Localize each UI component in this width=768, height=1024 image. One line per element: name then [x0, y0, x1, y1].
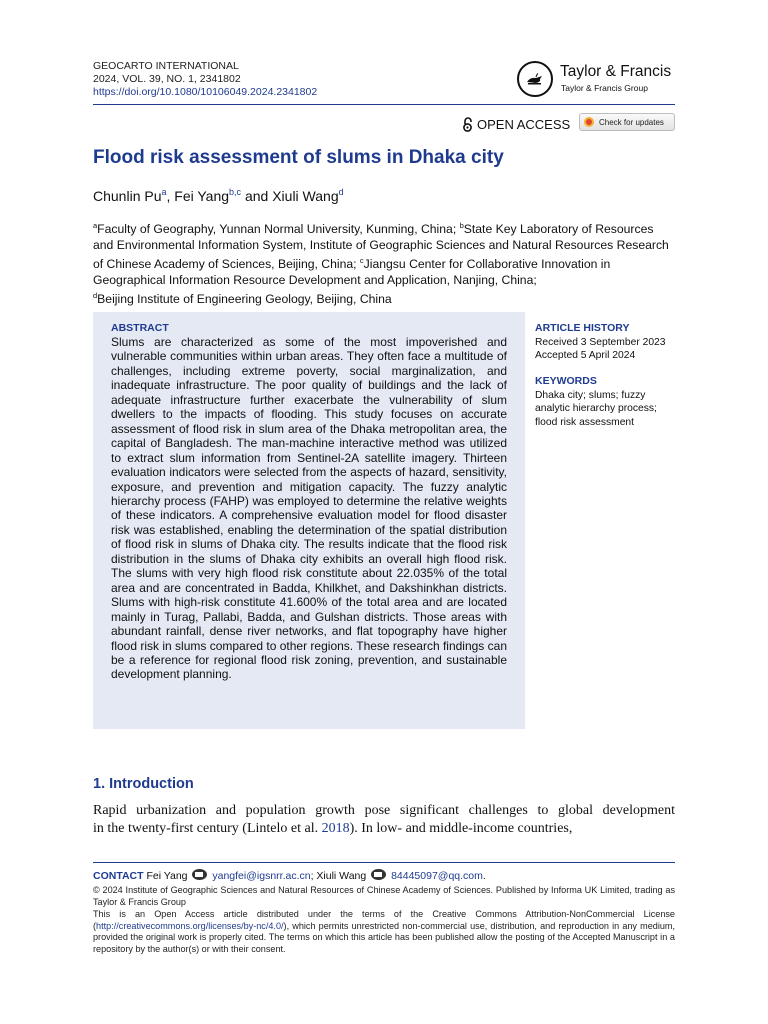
- open-access-label: OPEN ACCESS: [477, 117, 571, 132]
- keywords: [535, 375, 680, 429]
- email-icon: [371, 869, 386, 880]
- author-separator: and: [241, 188, 273, 204]
- author-separator: ,: [166, 188, 175, 204]
- affil-sup: c: [359, 256, 364, 265]
- affil-sup: d: [93, 291, 98, 300]
- footer-rule: [93, 862, 675, 863]
- affil-text: Beijing Institute of Engineering Geology, Beijing, China: [97, 292, 392, 306]
- author-name[interactable]: Xiuli Wang: [272, 188, 339, 204]
- affil-text: Jiangsu Center for Collaborative Innovation in Geographical Information Resource Development and Application, Nanjing, China;: [93, 257, 611, 287]
- author-list: [93, 187, 344, 204]
- author-affil-sup: d: [338, 187, 344, 197]
- article-history: [535, 322, 680, 363]
- article-title: Flood risk assessment of slums in Dhaka city: [93, 147, 504, 168]
- citation-link[interactable]: 2018: [321, 821, 350, 836]
- contact-end: .: [482, 870, 486, 882]
- publisher-logo[interactable]: [517, 60, 677, 100]
- lamp-logo-icon: [517, 61, 553, 97]
- keywords-text: Dhaka city; slums; fuzzy analytic hierarchy process; flood risk assessment: [535, 389, 657, 428]
- publisher-name: Taylor & Francis: [560, 63, 672, 80]
- intro-paragraph: [93, 802, 675, 838]
- copyright-notice: © 2024 Institute of Geographic Sciences and Natural Resources of Chinese Academy of Sciences. Published by Informa UK Limited, trading as Taylor & Francis Group: [93, 885, 675, 907]
- check-for-updates-label: Check for updates: [599, 117, 664, 127]
- open-lock-icon: [462, 117, 473, 132]
- affil-text: Faculty of Geography, Yunnan Normal University, Kunming, China;: [97, 222, 460, 236]
- received-date: Received 3 September 2023: [535, 336, 666, 348]
- affiliations: [93, 218, 673, 308]
- journal-volume: 2024, VOL. 39, NO. 1, 2341802: [93, 73, 241, 85]
- section-heading: 1. Introduction: [93, 776, 194, 792]
- affil-text: State Key Laboratory of Resources and Environmental Information System, Institute of Geographic Sciences and Natural Resources Research of Chinese Academy of Sciences, Beijing, China;: [93, 222, 669, 271]
- article-history-heading: ARTICLE HISTORY: [535, 322, 630, 334]
- contact-line: [93, 869, 486, 882]
- intro-line: Rapid urbanization and population growth pose significant challenges to global development: [93, 803, 675, 818]
- abstract-text: Slums are characterized as some of the most impoverished and vulnerable communities within urban areas. They often face a multitude of challenges, including extreme poverty, social marginalization, and inadequate infrastructure. The poor quality of buildings and the lack of adequate infrastructure further exacerbate the vulnerability of slum dwellers to the impacts of flooding. This study focuses on accurate assessment of flood risk in slum area of the Dhaka metropolitan area, the capital of Bangladesh. The man-machine interactive method was utilized to extract slum information from Sentinel-2A satellite imagery. Thirteen evaluation indicators were selected from the aspects of hazard, sensitivity, exposure, and prevention and mitigation capacity. The fuzzy analytic hierarchy process (FAHP) was employed to determine the relative weights of these indicators. A comprehensive evaluation model for flood disaster risk was established, enabling the determination of the spatial distribution of flood risk in slums of Dhaka city. The results indicate that the flood risk distribution in the slums of Dhaka city exhibits an overall high flood risk. The slums with very high flood risk constitute about 22.035% of the total area and are concentrated in Badda, Khilkhet, and Dakshinkhan districts. Slums with high-risk constitute 41.600% of the total area and are located mainly in Turag, Pallabi, Badda, and Gulshan districts. Those areas with abundant rainfall, dense river networks, and flat topography have higher flood risk in slums compared to other regions. These research findings can be a reference for regional flood risk zoning, prevention, and sustainable development planning.: [111, 335, 507, 682]
- license-text: ), which permits unrestricted non-commercial use, distribution, and reproduction in any medium, provided the original work is properly cited. The terms on which this article has been published allow the posting of the Accepted Manuscript in a repository by the author(s) or with their consent.: [93, 920, 675, 955]
- accepted-date: Accepted 5 April 2024: [535, 350, 636, 361]
- header-rule: [93, 104, 675, 105]
- check-for-updates-button[interactable]: [579, 113, 675, 131]
- publisher-group: Taylor & Francis Group: [561, 83, 648, 93]
- contact-separator: ; Xiuli Wang: [310, 870, 367, 882]
- email-link[interactable]: yangfei@igsnrr.ac.cn: [212, 870, 311, 882]
- author-name[interactable]: Chunlin Pu: [93, 188, 162, 204]
- author-affil-sup: b,c: [229, 187, 242, 197]
- email-link[interactable]: 84445097@qq.com: [391, 870, 483, 882]
- author-name[interactable]: Fei Yang: [174, 188, 230, 204]
- crossmark-icon: [584, 117, 594, 127]
- license-link[interactable]: http://creativecommons.org/licenses/by-nc/4.0/: [96, 920, 284, 931]
- license-notice: [93, 909, 675, 956]
- intro-text: ). In low- and middle-income countries,: [349, 821, 573, 836]
- license-text: This is an Open Access article distributed under the terms of the Creative Commons Attribution-NonCommercial License (: [93, 909, 675, 931]
- email-icon: [192, 869, 207, 880]
- open-access-badge: [462, 117, 570, 132]
- journal-name: GEOCARTO INTERNATIONAL: [93, 60, 239, 72]
- keywords-heading: KEYWORDS: [535, 375, 597, 387]
- affil-sup: b: [459, 221, 464, 230]
- doi-link[interactable]: https://doi.org/10.1080/10106049.2024.2341802: [93, 86, 318, 98]
- affil-sup: a: [93, 221, 98, 230]
- contact-label: CONTACT: [93, 870, 144, 882]
- abstract-heading: ABSTRACT: [111, 322, 169, 334]
- contact-name: Fei Yang: [146, 870, 188, 882]
- intro-text: in the twenty-first century (Lintelo et al.: [93, 821, 322, 836]
- journal-header: [93, 60, 317, 99]
- author-affil-sup: a: [161, 187, 167, 197]
